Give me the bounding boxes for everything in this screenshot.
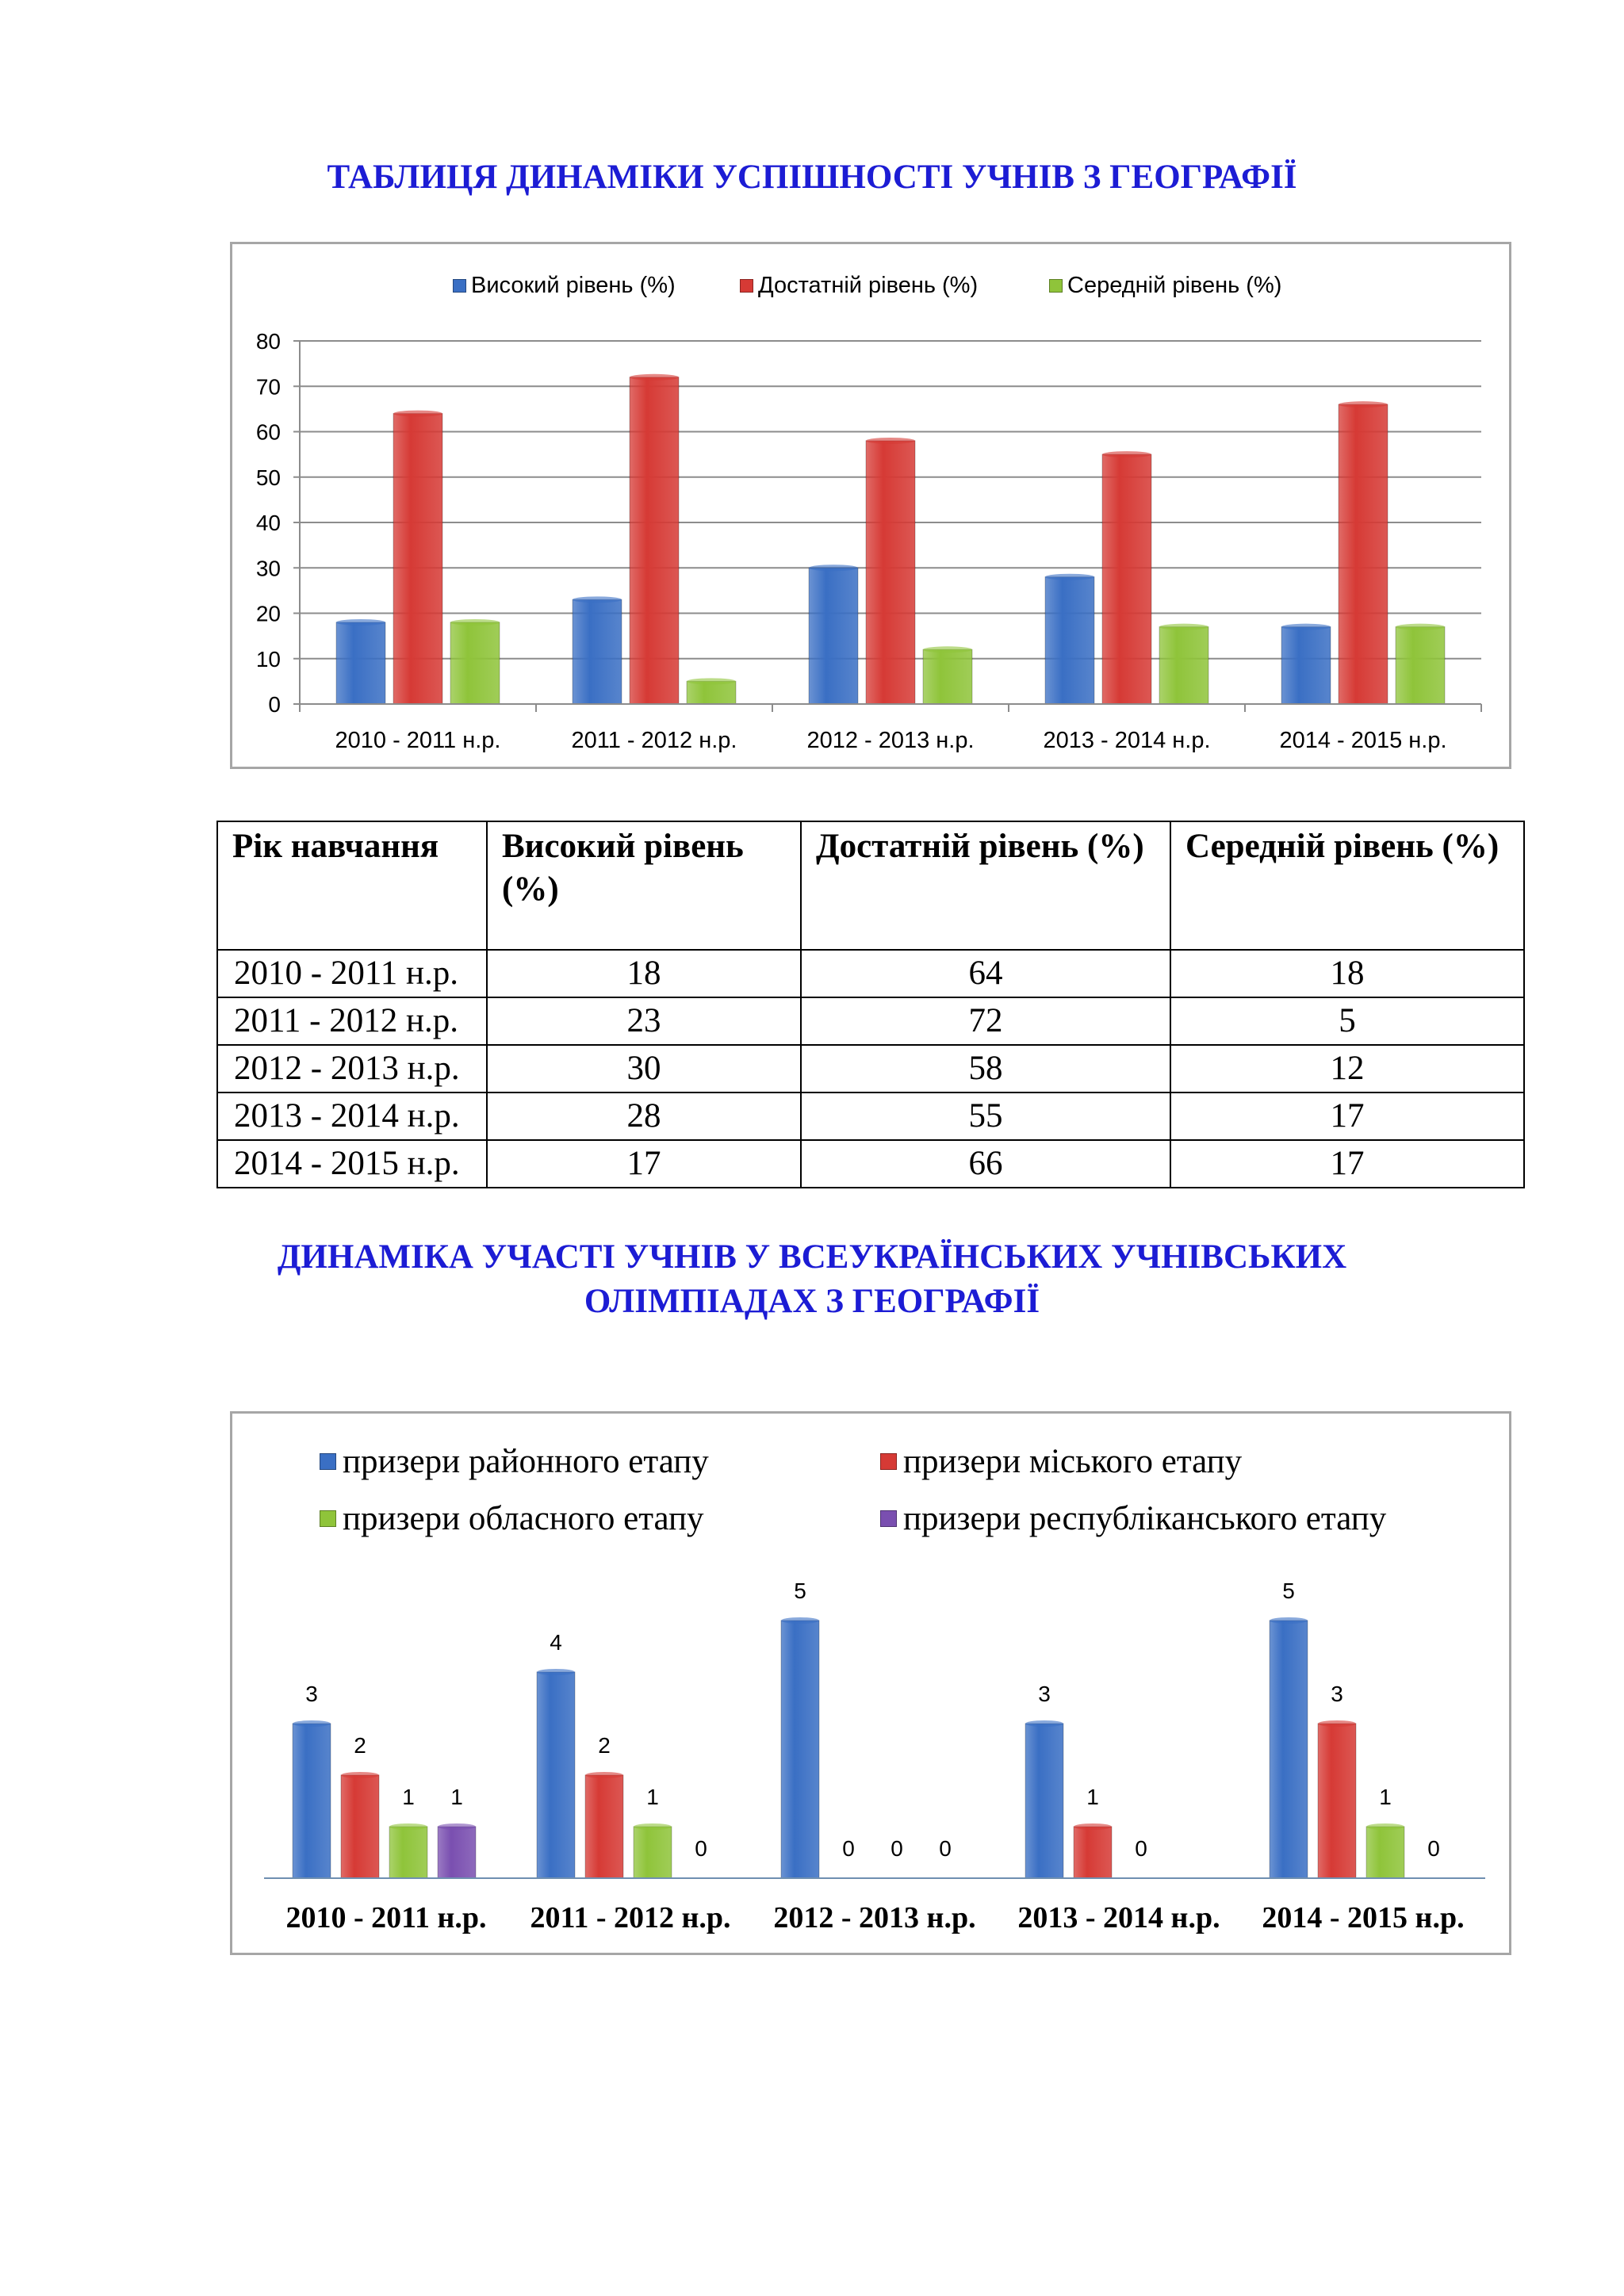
table-cell-year: 2013 - 2014 н.р. — [217, 1093, 487, 1140]
x-tick-label: 2012 - 2013 н.р. — [773, 1901, 976, 1934]
bar — [1366, 1827, 1404, 1878]
data-label: 0 — [1427, 1836, 1440, 1861]
y-tick-label: 30 — [255, 556, 281, 581]
bar-cap — [923, 646, 972, 652]
legend-label: Високий рівень (%) — [471, 273, 676, 298]
x-tick-label: 2010 - 2011 н.р. — [285, 1901, 487, 1934]
bar-cap — [1025, 1720, 1063, 1727]
x-tick-label: 2012 - 2013 н.р. — [806, 728, 975, 753]
table-row — [217, 1045, 1524, 1093]
bar — [1396, 627, 1445, 704]
y-tick-label: 40 — [255, 511, 281, 535]
legend-label: призери республіканського етапу — [903, 1500, 1387, 1537]
data-label: 0 — [695, 1836, 707, 1861]
bar-cap — [393, 411, 442, 417]
legend-label: Середній рівень (%) — [1067, 273, 1282, 298]
data-label: 1 — [1379, 1785, 1392, 1809]
y-tick-label: 0 — [268, 692, 281, 717]
table-cell-value: 17 — [1170, 1093, 1524, 1140]
table-body — [217, 950, 1524, 1188]
success-levels-plot — [232, 244, 1509, 767]
y-tick-label: 20 — [255, 601, 281, 626]
success-levels-table — [216, 821, 1525, 1188]
bar-cap — [293, 1720, 331, 1727]
bar — [923, 649, 972, 704]
table-header-cell: Достатній рівень (%) — [801, 821, 1170, 950]
table-cell-year: 2011 - 2012 н.р. — [217, 997, 487, 1045]
bar — [1159, 627, 1208, 704]
legend-label: призери районного етапу — [343, 1443, 709, 1480]
table-cell-value: 72 — [801, 997, 1170, 1045]
x-tick-label: 2013 - 2014 н.р. — [1017, 1901, 1220, 1934]
success-levels-chart — [230, 242, 1511, 769]
bar-cap — [781, 1617, 819, 1624]
bar-cap — [537, 1669, 575, 1675]
olympiad-winners-plot — [232, 1414, 1509, 1953]
data-label: 0 — [891, 1836, 903, 1861]
data-label: 1 — [450, 1785, 463, 1809]
legend-label: призери міського етапу — [903, 1443, 1243, 1480]
bar-cap — [634, 1823, 672, 1830]
bar-cap — [1318, 1720, 1356, 1727]
table-row — [217, 1093, 1524, 1140]
x-tick-label: 2011 - 2012 н.р. — [530, 1901, 731, 1934]
bar-cap — [389, 1823, 427, 1830]
table-cell-value: 58 — [801, 1045, 1170, 1093]
table-cell-value: 28 — [487, 1093, 801, 1140]
table-header-row — [217, 821, 1524, 950]
bar — [341, 1775, 379, 1878]
olympiad-winners-chart — [230, 1411, 1511, 1955]
bar-cap — [1270, 1617, 1308, 1624]
data-label: 1 — [1086, 1785, 1099, 1809]
chart-2-heading-line-1: ДИНАМІКА УЧАСТІ УЧНІВ У ВСЕУКРАЇНСЬКИХ УЧНІВСЬКИХ — [277, 1238, 1347, 1276]
bar — [450, 622, 500, 704]
table-cell-value: 66 — [801, 1140, 1170, 1188]
x-tick-label: 2011 - 2012 н.р. — [571, 728, 737, 753]
table-cell-value: 23 — [487, 997, 801, 1045]
table-cell-value: 12 — [1170, 1045, 1524, 1093]
table-cell-value: 64 — [801, 950, 1170, 997]
bar-cap — [809, 564, 858, 571]
bar-cap — [1366, 1823, 1404, 1830]
bar — [336, 622, 385, 704]
table-row — [217, 1140, 1524, 1188]
y-tick-label: 70 — [255, 374, 281, 400]
bar — [389, 1827, 427, 1878]
data-label: 0 — [842, 1836, 855, 1861]
table-cell-value: 5 — [1170, 997, 1524, 1045]
table-cell-value: 30 — [487, 1045, 801, 1093]
bar — [537, 1672, 575, 1878]
bar — [293, 1724, 331, 1878]
y-tick-label: 10 — [255, 646, 281, 672]
bar — [1025, 1724, 1063, 1878]
data-label: 1 — [646, 1785, 659, 1809]
legend-label: призери обласного етапу — [343, 1500, 704, 1537]
data-label: 3 — [1038, 1682, 1051, 1706]
table-cell-value: 18 — [487, 950, 801, 997]
data-label: 2 — [354, 1733, 366, 1758]
table-cell-value: 17 — [1170, 1140, 1524, 1188]
x-tick-label: 2014 - 2015 н.р. — [1262, 1901, 1465, 1934]
bar-cap — [1074, 1823, 1112, 1830]
x-tick-label: 2014 - 2015 н.р. — [1279, 728, 1447, 753]
data-label: 4 — [550, 1630, 562, 1655]
data-label: 1 — [402, 1785, 415, 1809]
bar — [573, 599, 622, 704]
bar — [1074, 1827, 1112, 1878]
bar-cap — [1339, 401, 1388, 408]
bar-cap — [630, 374, 679, 381]
chart-1-heading: ТАБЛИЦЯ ДИНАМІКИ УСПІШНОСТІ УЧНІВ З ГЕОГРАФІЇ — [327, 159, 1297, 196]
legend-label: Достатній рівень (%) — [758, 273, 979, 298]
bar — [438, 1827, 476, 1878]
table-header-cell: Рік навчання — [217, 821, 487, 950]
bar-cap — [1396, 624, 1445, 630]
bar-cap — [1102, 451, 1151, 457]
bar — [1318, 1724, 1356, 1878]
bar-cap — [573, 596, 622, 603]
bar-cap — [341, 1772, 379, 1778]
chart-2-heading-line-2: ОЛІМПІАДАХ З ГЕОГРАФІЇ — [584, 1283, 1040, 1320]
bar — [1339, 404, 1388, 704]
bar — [585, 1775, 623, 1878]
bar-cap — [866, 438, 915, 444]
table-cell-value: 18 — [1170, 950, 1524, 997]
bar — [393, 414, 442, 704]
bar-cap — [450, 619, 500, 626]
bar-cap — [585, 1772, 623, 1778]
table-cell-value: 55 — [801, 1093, 1170, 1140]
bar-cap — [687, 678, 736, 684]
bar — [781, 1621, 819, 1878]
x-tick-label: 2010 - 2011 н.р. — [335, 728, 501, 753]
bar — [866, 441, 915, 704]
data-label: 3 — [305, 1682, 318, 1706]
bar — [1270, 1621, 1308, 1878]
bar-cap — [1281, 624, 1331, 630]
table-row — [217, 997, 1524, 1045]
y-tick-label: 50 — [255, 465, 281, 490]
y-tick-label: 60 — [255, 419, 281, 445]
bar — [1102, 454, 1151, 704]
data-label: 2 — [598, 1733, 611, 1758]
bar-cap — [1045, 574, 1094, 580]
table-cell-value: 17 — [487, 1140, 801, 1188]
bar — [630, 377, 679, 704]
bar — [1281, 627, 1331, 704]
bar-cap — [438, 1823, 476, 1830]
table-cell-year: 2010 - 2011 н.р. — [217, 950, 487, 997]
table-header-cell: Середній рівень (%) — [1170, 821, 1524, 950]
bar — [809, 568, 858, 704]
bar — [634, 1827, 672, 1878]
bar-cap — [1159, 624, 1208, 630]
y-tick-label: 80 — [255, 329, 281, 354]
bar — [1045, 577, 1094, 704]
data-label: 5 — [794, 1578, 806, 1603]
data-label: 3 — [1331, 1682, 1343, 1706]
bar — [687, 681, 736, 704]
table-header-cell: Високий рівень (%) — [487, 821, 801, 950]
bar-cap — [336, 619, 385, 626]
data-label: 5 — [1282, 1578, 1295, 1603]
data-label: 0 — [939, 1836, 952, 1861]
x-tick-label: 2013 - 2014 н.р. — [1043, 728, 1211, 753]
data-label: 0 — [1135, 1836, 1147, 1861]
table-cell-year: 2012 - 2013 н.р. — [217, 1045, 487, 1093]
table-row — [217, 950, 1524, 997]
table-cell-year: 2014 - 2015 н.р. — [217, 1140, 487, 1188]
